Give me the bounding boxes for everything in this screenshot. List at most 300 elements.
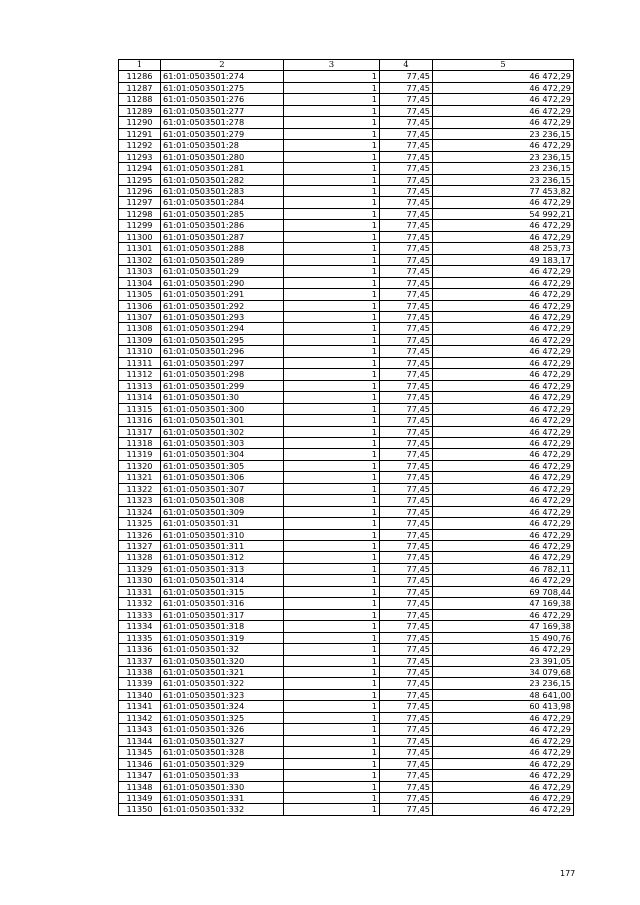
count-cell: 1: [284, 667, 380, 678]
table-row: [119, 105, 574, 116]
rate-cell: 77,45: [380, 415, 433, 426]
cadastral-number-cell: 61:01:0503501:308: [161, 495, 284, 506]
row-number-cell: 11300: [119, 231, 161, 242]
table-row: [119, 311, 574, 322]
rate-cell: 77,45: [380, 426, 433, 437]
amount-cell: 46 472,29: [433, 575, 574, 586]
row-number-cell: 11336: [119, 644, 161, 655]
rate-cell: 77,45: [380, 678, 433, 689]
count-cell: 1: [284, 689, 380, 700]
amount-cell: 46 472,29: [433, 460, 574, 471]
amount-cell: 46 472,29: [433, 529, 574, 540]
cadastral-number-cell: 61:01:0503501:279: [161, 128, 284, 139]
cadastral-number-cell: 61:01:0503501:295: [161, 334, 284, 345]
cadastral-number-cell: 61:01:0503501:297: [161, 357, 284, 368]
count-cell: 1: [284, 300, 380, 311]
row-number-cell: 11308: [119, 323, 161, 334]
cadastral-number-cell: 61:01:0503501:317: [161, 609, 284, 620]
table-row: [119, 495, 574, 506]
row-number-cell: 11343: [119, 724, 161, 735]
cadastral-number-cell: 61:01:0503501:303: [161, 437, 284, 448]
rate-cell: 77,45: [380, 770, 433, 781]
table-row: [119, 403, 574, 414]
amount-cell: 46 472,29: [433, 712, 574, 723]
amount-cell: 46 472,29: [433, 735, 574, 746]
cadastral-number-cell: 61:01:0503501:32: [161, 644, 284, 655]
row-number-cell: 11338: [119, 667, 161, 678]
table-row: [119, 770, 574, 781]
amount-cell: 46 472,29: [433, 197, 574, 208]
table-row: [119, 735, 574, 746]
row-number-cell: 11324: [119, 506, 161, 517]
count-cell: 1: [284, 254, 380, 265]
count-cell: 1: [284, 449, 380, 460]
count-cell: 1: [284, 185, 380, 196]
amount-cell: 54 992,21: [433, 208, 574, 219]
row-number-cell: 11327: [119, 541, 161, 552]
row-number-cell: 11303: [119, 266, 161, 277]
amount-cell: 46 472,29: [433, 644, 574, 655]
cadastral-number-cell: 61:01:0503501:307: [161, 483, 284, 494]
count-cell: 1: [284, 208, 380, 219]
amount-cell: 46 472,29: [433, 289, 574, 300]
count-cell: 1: [284, 380, 380, 391]
rate-cell: 77,45: [380, 254, 433, 265]
rate-cell: 77,45: [380, 529, 433, 540]
amount-cell: 46 472,29: [433, 392, 574, 403]
rate-cell: 77,45: [380, 300, 433, 311]
count-cell: 1: [284, 128, 380, 139]
rate-cell: 77,45: [380, 598, 433, 609]
header-row: [119, 60, 574, 71]
rate-cell: 77,45: [380, 82, 433, 93]
table-row: [119, 346, 574, 357]
table-row: [119, 644, 574, 655]
amount-cell: 46 472,29: [433, 758, 574, 769]
row-number-cell: 11330: [119, 575, 161, 586]
rate-cell: 77,45: [380, 357, 433, 368]
count-cell: 1: [284, 701, 380, 712]
amount-cell: 46 472,29: [433, 415, 574, 426]
count-cell: 1: [284, 82, 380, 93]
cadastral-number-cell: 61:01:0503501:312: [161, 552, 284, 563]
row-number-cell: 11314: [119, 392, 161, 403]
amount-cell: 46 472,29: [433, 277, 574, 288]
count-cell: 1: [284, 563, 380, 574]
rate-cell: 77,45: [380, 369, 433, 380]
table-row: [119, 747, 574, 758]
rate-cell: 77,45: [380, 621, 433, 632]
rate-cell: 77,45: [380, 632, 433, 643]
rate-cell: 77,45: [380, 460, 433, 471]
cadastral-number-cell: 61:01:0503501:296: [161, 346, 284, 357]
count-cell: 1: [284, 598, 380, 609]
table-row: [119, 575, 574, 586]
cadastral-number-cell: 61:01:0503501:274: [161, 71, 284, 82]
amount-cell: 49 183,17: [433, 254, 574, 265]
row-number-cell: 11291: [119, 128, 161, 139]
rate-cell: 77,45: [380, 174, 433, 185]
count-cell: 1: [284, 426, 380, 437]
row-number-cell: 11309: [119, 334, 161, 345]
count-cell: 1: [284, 552, 380, 563]
rate-cell: 77,45: [380, 758, 433, 769]
table-row: [119, 655, 574, 666]
table-row: [119, 151, 574, 162]
amount-cell: 46 472,29: [433, 346, 574, 357]
cadastral-number-cell: 61:01:0503501:284: [161, 197, 284, 208]
table-row: [119, 94, 574, 105]
table-row: [119, 552, 574, 563]
row-number-cell: 11317: [119, 426, 161, 437]
row-number-cell: 11328: [119, 552, 161, 563]
count-cell: 1: [284, 117, 380, 128]
row-number-cell: 11342: [119, 712, 161, 723]
amount-cell: 23 391,05: [433, 655, 574, 666]
data-table: [118, 59, 574, 816]
table-row: [119, 357, 574, 368]
table-row: [119, 117, 574, 128]
rate-cell: 77,45: [380, 71, 433, 82]
table-header: [119, 60, 574, 71]
row-number-cell: 11344: [119, 735, 161, 746]
count-cell: 1: [284, 71, 380, 82]
table-row: [119, 483, 574, 494]
cadastral-number-cell: 61:01:0503501:311: [161, 541, 284, 552]
amount-cell: 46 472,29: [433, 117, 574, 128]
count-cell: 1: [284, 437, 380, 448]
count-cell: 1: [284, 655, 380, 666]
cadastral-number-cell: 61:01:0503501:315: [161, 586, 284, 597]
rate-cell: 77,45: [380, 392, 433, 403]
rate-cell: 77,45: [380, 724, 433, 735]
row-number-cell: 11350: [119, 804, 161, 815]
cadastral-number-cell: 61:01:0503501:309: [161, 506, 284, 517]
count-cell: 1: [284, 518, 380, 529]
cadastral-number-cell: 61:01:0503501:316: [161, 598, 284, 609]
table-row: [119, 380, 574, 391]
rate-cell: 77,45: [380, 380, 433, 391]
rate-cell: 77,45: [380, 403, 433, 414]
row-number-cell: 11348: [119, 781, 161, 792]
count-cell: 1: [284, 392, 380, 403]
rate-cell: 77,45: [380, 117, 433, 128]
table-row: [119, 185, 574, 196]
table-row: [119, 621, 574, 632]
cadastral-number-cell: 61:01:0503501:276: [161, 94, 284, 105]
rate-cell: 77,45: [380, 449, 433, 460]
amount-cell: 46 472,29: [433, 380, 574, 391]
rate-cell: 77,45: [380, 289, 433, 300]
table-row: [119, 369, 574, 380]
row-number-cell: 11301: [119, 243, 161, 254]
cadastral-number-cell: 61:01:0503501:318: [161, 621, 284, 632]
amount-cell: 46 472,29: [433, 82, 574, 93]
row-number-cell: 11339: [119, 678, 161, 689]
amount-cell: 46 472,29: [433, 793, 574, 804]
row-number-cell: 11341: [119, 701, 161, 712]
amount-cell: 46 472,29: [433, 105, 574, 116]
amount-cell: 77 453,82: [433, 185, 574, 196]
rate-cell: 77,45: [380, 483, 433, 494]
amount-cell: 46 472,29: [433, 71, 574, 82]
cadastral-number-cell: 61:01:0503501:278: [161, 117, 284, 128]
cadastral-number-cell: 61:01:0503501:330: [161, 781, 284, 792]
column-header-4: 4: [380, 60, 433, 71]
table-row: [119, 804, 574, 815]
amount-cell: 46 472,29: [433, 747, 574, 758]
table-row: [119, 174, 574, 185]
rate-cell: 77,45: [380, 655, 433, 666]
row-number-cell: 11313: [119, 380, 161, 391]
count-cell: 1: [284, 163, 380, 174]
table-row: [119, 415, 574, 426]
row-number-cell: 11311: [119, 357, 161, 368]
table-row: [119, 208, 574, 219]
row-number-cell: 11287: [119, 82, 161, 93]
count-cell: 1: [284, 632, 380, 643]
table-row: [119, 231, 574, 242]
amount-cell: 46 472,29: [433, 781, 574, 792]
table-row: [119, 82, 574, 93]
rate-cell: 77,45: [380, 804, 433, 815]
cadastral-number-cell: 61:01:0503501:294: [161, 323, 284, 334]
row-number-cell: 11302: [119, 254, 161, 265]
cadastral-number-cell: 61:01:0503501:332: [161, 804, 284, 815]
table-row: [119, 128, 574, 139]
row-number-cell: 11296: [119, 185, 161, 196]
row-number-cell: 11289: [119, 105, 161, 116]
rate-cell: 77,45: [380, 712, 433, 723]
table-row: [119, 460, 574, 471]
rate-cell: 77,45: [380, 667, 433, 678]
row-number-cell: 11326: [119, 529, 161, 540]
rate-cell: 77,45: [380, 277, 433, 288]
rate-cell: 77,45: [380, 220, 433, 231]
row-number-cell: 11329: [119, 563, 161, 574]
amount-cell: 23 236,15: [433, 174, 574, 185]
amount-cell: 69 708,44: [433, 586, 574, 597]
count-cell: 1: [284, 231, 380, 242]
count-cell: 1: [284, 529, 380, 540]
row-number-cell: 11307: [119, 311, 161, 322]
amount-cell: 34 079,68: [433, 667, 574, 678]
row-number-cell: 11335: [119, 632, 161, 643]
table-row: [119, 701, 574, 712]
amount-cell: 46 472,29: [433, 541, 574, 552]
rate-cell: 77,45: [380, 311, 433, 322]
table-row: [119, 163, 574, 174]
row-number-cell: 11334: [119, 621, 161, 632]
rate-cell: 77,45: [380, 231, 433, 242]
cadastral-number-cell: 61:01:0503501:324: [161, 701, 284, 712]
cadastral-number-cell: 61:01:0503501:277: [161, 105, 284, 116]
amount-cell: 46 472,29: [433, 403, 574, 414]
count-cell: 1: [284, 289, 380, 300]
rate-cell: 77,45: [380, 266, 433, 277]
cadastral-number-cell: 61:01:0503501:328: [161, 747, 284, 758]
amount-cell: 46 472,29: [433, 94, 574, 105]
cadastral-number-cell: 61:01:0503501:320: [161, 655, 284, 666]
amount-cell: 46 472,29: [433, 220, 574, 231]
rate-cell: 77,45: [380, 552, 433, 563]
count-cell: 1: [284, 804, 380, 815]
table-row: [119, 667, 574, 678]
cadastral-number-cell: 61:01:0503501:313: [161, 563, 284, 574]
rate-cell: 77,45: [380, 346, 433, 357]
row-number-cell: 11286: [119, 71, 161, 82]
rate-cell: 77,45: [380, 472, 433, 483]
row-number-cell: 11295: [119, 174, 161, 185]
cadastral-number-cell: 61:01:0503501:275: [161, 82, 284, 93]
rate-cell: 77,45: [380, 197, 433, 208]
amount-cell: 46 472,29: [433, 495, 574, 506]
cadastral-number-cell: 61:01:0503501:288: [161, 243, 284, 254]
amount-cell: 46 472,29: [433, 300, 574, 311]
cadastral-number-cell: 61:01:0503501:314: [161, 575, 284, 586]
count-cell: 1: [284, 541, 380, 552]
rate-cell: 77,45: [380, 609, 433, 620]
count-cell: 1: [284, 460, 380, 471]
count-cell: 1: [284, 311, 380, 322]
row-number-cell: 11320: [119, 460, 161, 471]
cadastral-number-cell: 61:01:0503501:31: [161, 518, 284, 529]
row-number-cell: 11316: [119, 415, 161, 426]
row-number-cell: 11288: [119, 94, 161, 105]
row-number-cell: 11319: [119, 449, 161, 460]
rate-cell: 77,45: [380, 323, 433, 334]
row-number-cell: 11321: [119, 472, 161, 483]
cadastral-number-cell: 61:01:0503501:299: [161, 380, 284, 391]
count-cell: 1: [284, 712, 380, 723]
rate-cell: 77,45: [380, 735, 433, 746]
count-cell: 1: [284, 781, 380, 792]
rate-cell: 77,45: [380, 644, 433, 655]
amount-cell: 46 472,29: [433, 724, 574, 735]
count-cell: 1: [284, 334, 380, 345]
rate-cell: 77,45: [380, 334, 433, 345]
count-cell: 1: [284, 346, 380, 357]
row-number-cell: 11315: [119, 403, 161, 414]
cadastral-number-cell: 61:01:0503501:30: [161, 392, 284, 403]
count-cell: 1: [284, 220, 380, 231]
amount-cell: 47 169,38: [433, 621, 574, 632]
row-number-cell: 11318: [119, 437, 161, 448]
cadastral-number-cell: 61:01:0503501:289: [161, 254, 284, 265]
cadastral-number-cell: 61:01:0503501:29: [161, 266, 284, 277]
count-cell: 1: [284, 151, 380, 162]
amount-cell: 23 236,15: [433, 163, 574, 174]
count-cell: 1: [284, 621, 380, 632]
amount-cell: 23 236,15: [433, 128, 574, 139]
column-header-2: 2: [161, 60, 284, 71]
row-number-cell: 11349: [119, 793, 161, 804]
cadastral-number-cell: 61:01:0503501:293: [161, 311, 284, 322]
table-row: [119, 300, 574, 311]
rate-cell: 77,45: [380, 781, 433, 792]
table-row: [119, 323, 574, 334]
amount-cell: 48 641,00: [433, 689, 574, 700]
table-row: [119, 243, 574, 254]
cadastral-number-cell: 61:01:0503501:292: [161, 300, 284, 311]
amount-cell: 46 472,29: [433, 437, 574, 448]
count-cell: 1: [284, 770, 380, 781]
amount-cell: 46 472,29: [433, 334, 574, 345]
amount-cell: 23 236,15: [433, 151, 574, 162]
count-cell: 1: [284, 472, 380, 483]
column-header-5: 5: [433, 60, 574, 71]
cadastral-number-cell: 61:01:0503501:326: [161, 724, 284, 735]
row-number-cell: 11340: [119, 689, 161, 700]
amount-cell: 46 472,29: [433, 552, 574, 563]
rate-cell: 77,45: [380, 747, 433, 758]
count-cell: 1: [284, 586, 380, 597]
cadastral-number-cell: 61:01:0503501:285: [161, 208, 284, 219]
row-number-cell: 11333: [119, 609, 161, 620]
table-row: [119, 392, 574, 403]
rate-cell: 77,45: [380, 105, 433, 116]
amount-cell: 46 472,29: [433, 804, 574, 815]
rate-cell: 77,45: [380, 689, 433, 700]
rate-cell: 77,45: [380, 793, 433, 804]
cadastral-number-cell: 61:01:0503501:306: [161, 472, 284, 483]
column-header-1: 1: [119, 60, 161, 71]
amount-cell: 46 472,29: [433, 231, 574, 242]
cadastral-number-cell: 61:01:0503501:283: [161, 185, 284, 196]
table-row: [119, 781, 574, 792]
count-cell: 1: [284, 105, 380, 116]
cadastral-number-cell: 61:01:0503501:304: [161, 449, 284, 460]
count-cell: 1: [284, 644, 380, 655]
amount-cell: 48 253,73: [433, 243, 574, 254]
rate-cell: 77,45: [380, 94, 433, 105]
amount-cell: 46 472,29: [433, 609, 574, 620]
column-header-3: 3: [284, 60, 380, 71]
cadastral-number-cell: 61:01:0503501:291: [161, 289, 284, 300]
amount-cell: 46 472,29: [433, 357, 574, 368]
cadastral-number-cell: 61:01:0503501:281: [161, 163, 284, 174]
row-number-cell: 11298: [119, 208, 161, 219]
table-row: [119, 689, 574, 700]
cadastral-number-cell: 61:01:0503501:310: [161, 529, 284, 540]
count-cell: 1: [284, 323, 380, 334]
table-row: [119, 632, 574, 643]
rate-cell: 77,45: [380, 563, 433, 574]
table-row: [119, 609, 574, 620]
row-number-cell: 11297: [119, 197, 161, 208]
table-row: [119, 266, 574, 277]
row-number-cell: 11306: [119, 300, 161, 311]
row-number-cell: 11325: [119, 518, 161, 529]
amount-cell: 46 472,29: [433, 426, 574, 437]
cadastral-number-cell: 61:01:0503501:298: [161, 369, 284, 380]
table-row: [119, 518, 574, 529]
row-number-cell: 11305: [119, 289, 161, 300]
row-number-cell: 11346: [119, 758, 161, 769]
amount-cell: 47 169,38: [433, 598, 574, 609]
cadastral-number-cell: 61:01:0503501:33: [161, 770, 284, 781]
row-number-cell: 11345: [119, 747, 161, 758]
table-row: [119, 289, 574, 300]
rate-cell: 77,45: [380, 140, 433, 151]
table-row: [119, 586, 574, 597]
row-number-cell: 11331: [119, 586, 161, 597]
rate-cell: 77,45: [380, 208, 433, 219]
count-cell: 1: [284, 197, 380, 208]
row-number-cell: 11322: [119, 483, 161, 494]
amount-cell: 46 472,29: [433, 506, 574, 517]
count-cell: 1: [284, 609, 380, 620]
